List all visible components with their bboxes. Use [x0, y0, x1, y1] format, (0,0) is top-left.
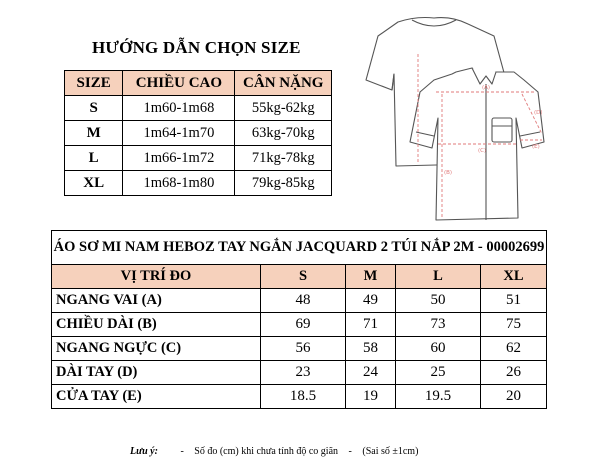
value-cell: 60 [395, 337, 480, 361]
label-b: (B) [444, 170, 453, 176]
row-label: NGANG VAI (A) [52, 289, 261, 313]
table-row [65, 171, 332, 196]
table-row [65, 146, 332, 171]
weight-cell: 55kg-62kg [235, 96, 332, 121]
product-title: ÁO SƠ MI NAM HEBOZ TAY NGẮN JACQUARD 2 TÚI NẮP 2M - 00002699 [51, 230, 547, 264]
height-cell: 1m60-1m68 [123, 96, 235, 121]
value-cell: 18.5 [261, 385, 346, 409]
label-c: (C) [478, 148, 487, 154]
value-cell: 50 [395, 289, 480, 313]
table-row [52, 313, 547, 337]
value-cell: 19 [346, 385, 396, 409]
header-position: VỊ TRÍ ĐO [52, 265, 261, 289]
weight-cell: 71kg-78kg [235, 146, 332, 171]
header-size-m: M [346, 265, 396, 289]
height-cell: 1m64-1m70 [123, 121, 235, 146]
size-guide-table [64, 70, 332, 196]
table-row [52, 337, 547, 361]
value-cell: 23 [261, 361, 346, 385]
value-cell: 71 [346, 313, 396, 337]
table-row [65, 121, 332, 146]
value-cell: 26 [480, 361, 546, 385]
table-row [52, 361, 547, 385]
value-cell: 25 [395, 361, 480, 385]
size-cell: L [65, 146, 123, 171]
size-cell: S [65, 96, 123, 121]
note-text-tolerance: (Sai số ±1cm) [362, 446, 419, 457]
header-height: CHIỀU CAO [123, 71, 235, 96]
note-text-unit: Số đo (cm) khi chưa tính độ co giãn [194, 446, 339, 457]
measurement-table [51, 264, 547, 409]
value-cell: 75 [480, 313, 546, 337]
value-cell: 58 [346, 337, 396, 361]
shirt-measurement-diagram [356, 14, 546, 229]
header-size-xl: XL [480, 265, 546, 289]
value-cell: 48 [261, 289, 346, 313]
note-dash: - [180, 446, 184, 457]
row-label: CỬA TAY (E) [52, 385, 261, 409]
size-guide-title: HƯỚNG DẪN CHỌN SIZE [92, 38, 301, 57]
row-label: NGANG NGỰC (C) [52, 337, 261, 361]
header-size: SIZE [65, 71, 123, 96]
value-cell: 73 [395, 313, 480, 337]
label-e: (E) [532, 144, 540, 150]
measurement-header-row [52, 265, 547, 289]
value-cell: 62 [480, 337, 546, 361]
size-cell: M [65, 121, 123, 146]
row-label: CHIỀU DÀI (B) [52, 313, 261, 337]
front-shirt-outline [410, 68, 544, 220]
header-weight: CÂN NẶNG [235, 71, 332, 96]
table-row [52, 385, 547, 409]
label-d: (D) [534, 110, 543, 116]
height-cell: 1m66-1m72 [123, 146, 235, 171]
note-label: Lưu ý: [130, 446, 158, 457]
footnote [130, 446, 418, 457]
weight-cell: 79kg-85kg [235, 171, 332, 196]
value-cell: 24 [346, 361, 396, 385]
note-dash: - [348, 446, 352, 457]
header-size-l: L [395, 265, 480, 289]
size-cell: XL [65, 171, 123, 196]
row-label: DÀI TAY (D) [52, 361, 261, 385]
measurement-section [51, 230, 547, 409]
height-cell: 1m68-1m80 [123, 171, 235, 196]
value-cell: 69 [261, 313, 346, 337]
value-cell: 20 [480, 385, 546, 409]
table-row [65, 96, 332, 121]
value-cell: 56 [261, 337, 346, 361]
value-cell: 19.5 [395, 385, 480, 409]
table-row [52, 289, 547, 313]
size-guide-header-row [65, 71, 332, 96]
weight-cell: 63kg-70kg [235, 121, 332, 146]
value-cell: 51 [480, 289, 546, 313]
label-a: (A) [482, 85, 491, 91]
header-size-s: S [261, 265, 346, 289]
value-cell: 49 [346, 289, 396, 313]
